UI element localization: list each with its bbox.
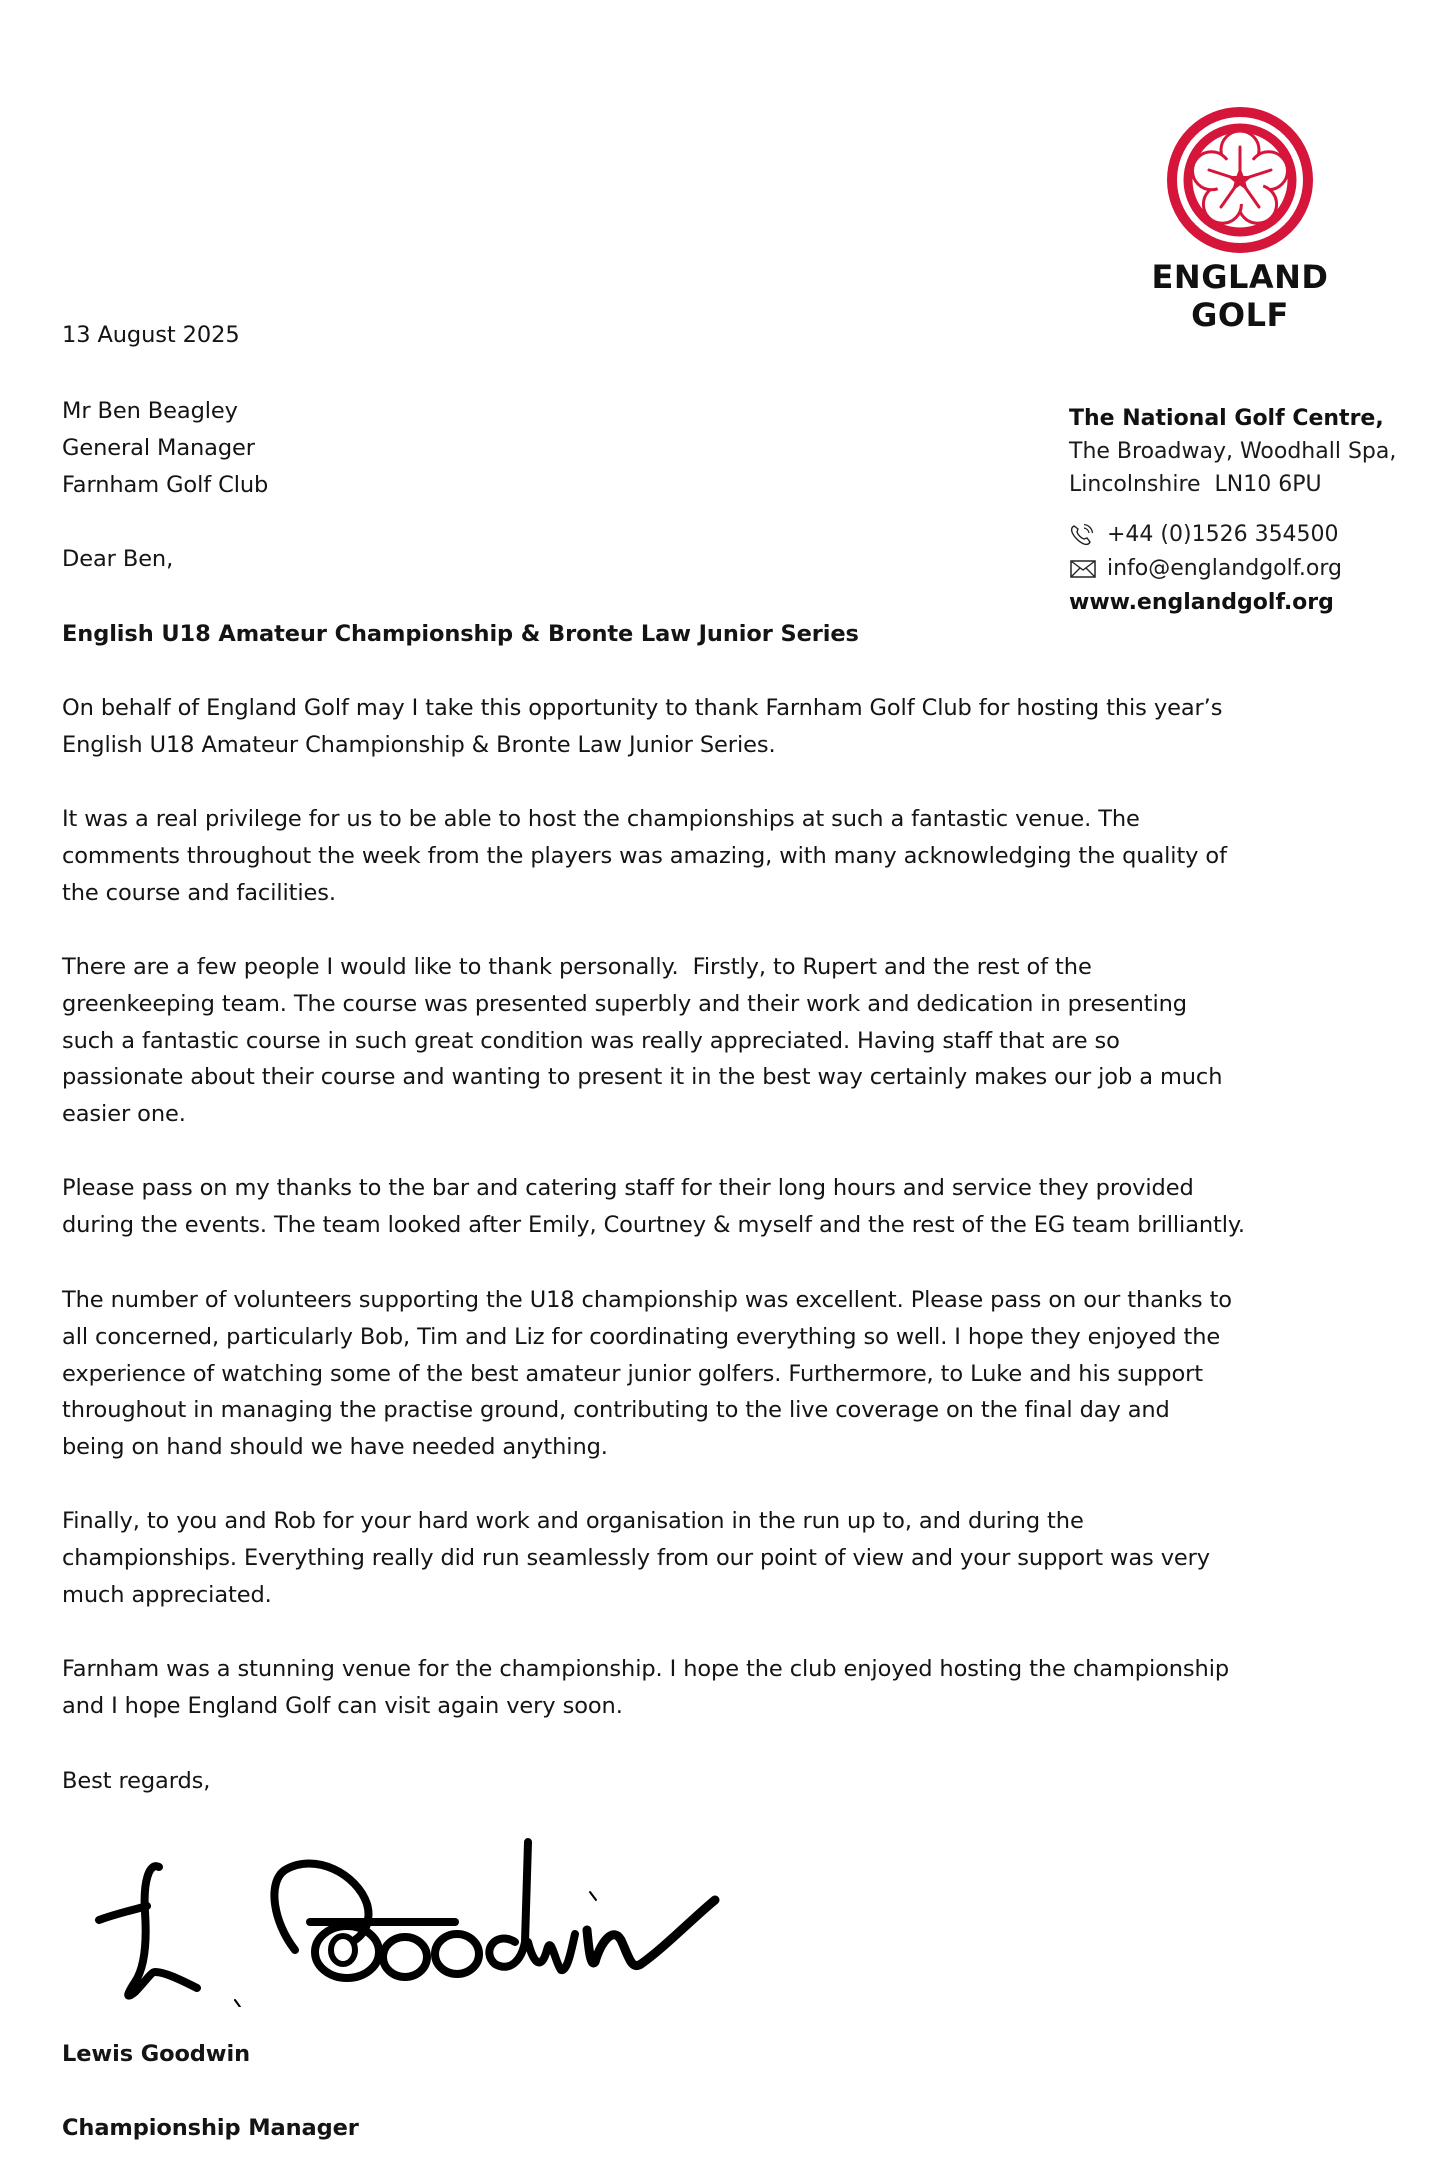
paragraph-line: There are a few people I would like to thank personally. Firstly, to Rupert and the rest of the bbox=[62, 954, 1092, 980]
paragraph-line: English U18 Amateur Championship & Bronte Law Junior Series. bbox=[62, 731, 776, 758]
closing: Best regards, bbox=[62, 1768, 211, 1794]
salutation: Dear Ben, bbox=[62, 546, 174, 572]
paragraph-line: On behalf of England Golf may I take this opportunity to thank Farnham Golf Club for hosting this year’s bbox=[62, 695, 1223, 721]
wordmark-line1: ENGLAND bbox=[1151, 258, 1329, 296]
email-address: info@englandgolf.org bbox=[1107, 556, 1342, 581]
paragraph-line: greenkeeping team. The course was presented superbly and their work and dedication in presenting bbox=[62, 990, 1187, 1017]
envelope-icon bbox=[1069, 557, 1097, 581]
body-paragraph-3 bbox=[62, 949, 1222, 1133]
address-line-3: Lincolnshire LN10 6PU bbox=[1069, 472, 1322, 497]
signer-title: Championship Manager bbox=[62, 2115, 359, 2141]
paragraph-line: passionate about their course and wanting to present it in the best way certainly makes our job a much bbox=[62, 1064, 1223, 1091]
recipient-block bbox=[62, 393, 268, 503]
phone-row bbox=[1069, 518, 1342, 552]
recipient-name: Mr Ben Beagley bbox=[62, 398, 238, 424]
body-paragraph-6 bbox=[62, 1503, 1210, 1613]
sender-address bbox=[1069, 402, 1396, 501]
subject-line: English U18 Amateur Championship & Bronte Law Junior Series bbox=[62, 621, 859, 647]
body-paragraph-4 bbox=[62, 1170, 1245, 1244]
paragraph-line: Please pass on my thanks to the bar and catering staff for their long hours and service they provided bbox=[62, 1175, 1194, 1201]
body-paragraph-5 bbox=[62, 1282, 1232, 1466]
phone-number: +44 (0)1526 354500 bbox=[1107, 522, 1339, 547]
phone-icon bbox=[1069, 523, 1097, 547]
recipient-organisation: Farnham Golf Club bbox=[62, 471, 269, 498]
england-golf-logo-icon bbox=[1165, 105, 1315, 255]
wordmark-line2: GOLF bbox=[1191, 296, 1289, 334]
paragraph-line: the course and facilities. bbox=[62, 879, 336, 906]
body-paragraph-7 bbox=[62, 1651, 1229, 1725]
paragraph-line: being on hand should we have needed anything. bbox=[62, 1434, 608, 1461]
paragraph-line: during the events. The team looked after Emily, Courtney & myself and the rest of the EG team brilliantly. bbox=[62, 1211, 1245, 1238]
recipient-position: General Manager bbox=[62, 434, 255, 461]
address-line-2: The Broadway, Woodhall Spa, bbox=[1069, 439, 1397, 464]
paragraph-line: comments throughout the week from the players was amazing, with many acknowledging the quality of bbox=[62, 842, 1227, 869]
paragraph-line: such a fantastic course in such great condition was really appreciated. Having staff that are so bbox=[62, 1027, 1120, 1054]
paragraph-line: much appreciated. bbox=[62, 1581, 272, 1608]
paragraph-line: all concerned, particularly Bob, Tim and Liz for coordinating everything so well. I hope they enjoyed the bbox=[62, 1323, 1221, 1350]
body-paragraph-2 bbox=[62, 801, 1227, 911]
england-golf-wordmark bbox=[1100, 258, 1380, 334]
email-row bbox=[1069, 552, 1342, 586]
signature-icon bbox=[85, 1822, 725, 2007]
address-line-1: The National Golf Centre, bbox=[1069, 406, 1384, 431]
paragraph-line: easier one. bbox=[62, 1101, 186, 1128]
signer-name: Lewis Goodwin bbox=[62, 2041, 251, 2067]
paragraph-line: championships. Everything really did run seamlessly from our point of view and your support was very bbox=[62, 1544, 1211, 1571]
website: www.englandgolf.org bbox=[1069, 590, 1334, 615]
paragraph-line: Finally, to you and Rob for your hard work and organisation in the run up to, and during the bbox=[62, 1508, 1084, 1534]
paragraph-line: and I hope England Golf can visit again very soon. bbox=[62, 1692, 623, 1719]
paragraph-line: It was a real privilege for us to be able to host the championships at such a fantastic venue. The bbox=[62, 806, 1140, 832]
body-paragraph-1 bbox=[62, 690, 1222, 764]
sender-contact bbox=[1069, 518, 1342, 586]
tudor-rose-roundel-icon bbox=[1165, 105, 1315, 255]
paragraph-line: The number of volunteers supporting the U18 championship was excellent. Please pass on our thanks to bbox=[62, 1287, 1232, 1313]
letter-date: 13 August 2025 bbox=[62, 322, 240, 348]
paragraph-line: Farnham was a stunning venue for the championship. I hope the club enjoyed hosting the championship bbox=[62, 1656, 1230, 1682]
paragraph-line: experience of watching some of the best amateur junior golfers. Furthermore, to Luke and his support bbox=[62, 1360, 1203, 1387]
paragraph-line: throughout in managing the practise ground, contributing to the live coverage on the final day and bbox=[62, 1397, 1170, 1424]
